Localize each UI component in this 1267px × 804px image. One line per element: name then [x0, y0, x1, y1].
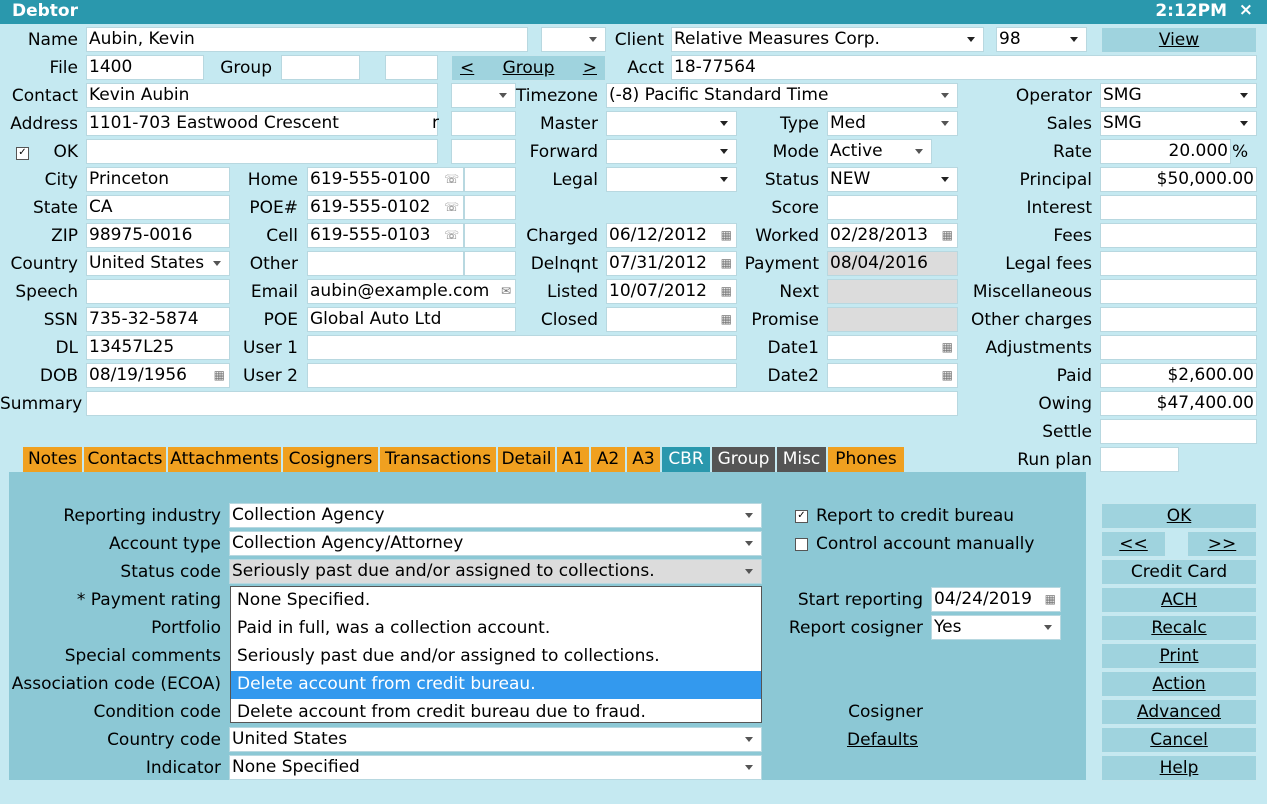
account-type-select[interactable]: Collection Agency/Attorney [229, 531, 762, 556]
defaults-link[interactable]: Defaults [847, 730, 918, 750]
legal-field[interactable] [606, 167, 737, 192]
payment-rating-label: * Payment rating [76, 590, 221, 610]
charged-label: Charged [526, 226, 598, 246]
home-phone-field[interactable] [307, 167, 464, 192]
listed-label: Listed [547, 282, 598, 302]
mail-icon[interactable]: ✉ [500, 284, 511, 298]
sales-label: Sales [1046, 114, 1092, 134]
tab-detail[interactable]: Detail [498, 447, 555, 472]
advanced-button[interactable] [1101, 699, 1257, 725]
phone-icon[interactable]: ☏ [443, 228, 459, 242]
principal-field[interactable]: $50,000.00 [1100, 167, 1257, 192]
owing-label: Owing [1038, 394, 1092, 414]
start-reporting-field[interactable] [931, 587, 1061, 612]
promise-label: Promise [751, 310, 819, 330]
run-plan-label: Run plan [1017, 450, 1092, 470]
group-field[interactable] [281, 55, 360, 80]
state-field[interactable]: CA [86, 195, 230, 220]
user2-field[interactable] [307, 363, 737, 388]
recalc-label: Recalc [1151, 618, 1207, 638]
forward-field[interactable] [606, 139, 737, 164]
tab-a3[interactable]: A3 [627, 447, 660, 472]
legal-fees-label: Legal fees [1005, 254, 1092, 274]
status-field[interactable]: NEW [827, 167, 958, 192]
cell-phone-field[interactable] [307, 223, 464, 248]
report-cosigner-select[interactable]: Yes [931, 615, 1061, 640]
charged-field[interactable] [606, 223, 737, 248]
fees-label: Fees [1053, 226, 1092, 246]
action-button[interactable] [1101, 671, 1257, 697]
adjustments-field[interactable] [1100, 335, 1257, 360]
dl-field[interactable]: 13457L25 [86, 335, 230, 360]
acct-field[interactable]: 18-77564 [671, 55, 1257, 80]
calendar-icon[interactable]: ▦ [941, 228, 953, 242]
group-nav-button[interactable] [451, 55, 606, 81]
dob-text: 08/19/1956 [89, 365, 187, 385]
home-phone-text: 619-555-0100 [310, 169, 431, 189]
country-code-select[interactable]: United States [229, 727, 762, 752]
interest-field[interactable] [1100, 195, 1257, 220]
operator-field[interactable]: SMG [1100, 83, 1257, 108]
misc-field[interactable] [1100, 279, 1257, 304]
rate-label: Rate [1053, 142, 1092, 162]
help-label: Help [1159, 758, 1199, 778]
name-label: Name [27, 30, 78, 50]
poe-phone-text: 619-555-0102 [310, 197, 431, 217]
rate-unit: % [1232, 142, 1249, 162]
dl-label: DL [55, 338, 78, 358]
date1-label: Date1 [767, 338, 819, 358]
status-code-label: Status code [120, 562, 221, 582]
name-field[interactable]: Aubin, Kevin [86, 27, 528, 52]
tab-group[interactable]: Group [712, 447, 775, 472]
group-field-2[interactable] [385, 55, 438, 80]
view-label: View [1158, 30, 1200, 50]
address-tail: r [432, 113, 439, 133]
city-label: City [44, 170, 78, 190]
tab-a2[interactable]: A2 [591, 447, 625, 472]
reporting-industry-label: Reporting industry [63, 506, 221, 526]
indicator-label: Indicator [145, 758, 221, 778]
ok-button-label: OK [1166, 506, 1192, 526]
address-label: Address [10, 114, 78, 134]
client-number-field[interactable]: 98 [996, 27, 1087, 52]
delnqnt-label: Delnqnt [530, 254, 598, 274]
mode-field[interactable]: Active [827, 139, 932, 164]
promise-field [827, 307, 958, 332]
delnqnt-field[interactable] [606, 251, 737, 276]
paid-label: Paid [1056, 366, 1092, 386]
next-record-button[interactable] [1187, 531, 1257, 557]
user2-label: User 2 [243, 366, 298, 386]
timezone-label: Timezone [515, 86, 598, 106]
dob-label: DOB [39, 366, 78, 386]
close-icon[interactable]: × [1238, 0, 1253, 20]
calendar-icon[interactable]: ▦ [720, 284, 732, 298]
cell-label: Cell [266, 226, 298, 246]
status-label: Status [764, 170, 819, 190]
tab-cosigners[interactable]: Cosigners [283, 447, 378, 472]
other-label: Other [249, 254, 298, 274]
poe-ext-field[interactable] [464, 195, 516, 220]
ssn-field[interactable]: 735-32-5874 [86, 307, 230, 332]
title-bar [0, 0, 1267, 24]
calendar-icon[interactable]: ▦ [1044, 592, 1056, 606]
forward-label: Forward [529, 142, 598, 162]
master-field[interactable] [606, 111, 737, 136]
ssn-label: SSN [43, 310, 78, 330]
client-label: Client [614, 30, 664, 50]
contact-field[interactable]: Kevin Aubin [86, 83, 438, 108]
acct-label: Acct [627, 58, 664, 78]
help-button[interactable] [1101, 755, 1257, 781]
master-label: Master [539, 114, 598, 134]
file-field[interactable]: 1400 [86, 55, 204, 80]
dropdown-option[interactable]: Seriously past due and/or assigned to collections. [237, 646, 660, 666]
address-line2-field[interactable] [86, 139, 438, 164]
fees-field[interactable] [1100, 223, 1257, 248]
tab-attachments[interactable]: Attachments [168, 447, 281, 472]
zip-field[interactable]: 98975-0016 [86, 223, 230, 248]
speech-field[interactable] [86, 279, 230, 304]
city-field[interactable]: Princeton [86, 167, 230, 192]
worked-field[interactable] [827, 223, 958, 248]
date2-field[interactable] [827, 363, 958, 388]
view-button[interactable] [1101, 27, 1257, 53]
report-to-bureau-checkbox[interactable]: ✓ [795, 510, 808, 523]
tab-transactions[interactable]: Transactions [380, 447, 496, 472]
control-manually-label: Control account manually [816, 534, 1035, 554]
phone-icon[interactable]: ☏ [443, 172, 459, 186]
user1-field[interactable] [307, 335, 737, 360]
calendar-icon[interactable]: ▦ [720, 228, 732, 242]
ok-button[interactable] [1101, 503, 1257, 529]
dropdown-option[interactable]: None Specified. [237, 590, 371, 610]
type-label: Type [779, 114, 819, 134]
cancel-label: Cancel [1150, 730, 1208, 750]
tab-phones[interactable]: Phones [828, 447, 904, 472]
cell-phone-text: 619-555-0103 [310, 225, 431, 245]
paid-field[interactable]: $2,600.00 [1100, 363, 1257, 388]
timezone-field[interactable]: (-8) Pacific Standard Time [606, 83, 958, 108]
country-label: Country [10, 254, 78, 274]
clock: 2:12PM [1155, 1, 1227, 21]
speech-label: Speech [15, 282, 78, 302]
tab-misc[interactable]: Misc [777, 447, 826, 472]
summary-field[interactable] [86, 391, 958, 416]
user1-label: User 1 [243, 338, 298, 358]
cancel-button[interactable] [1101, 727, 1257, 753]
worked-label: Worked [755, 226, 819, 246]
poe-label: POE [263, 310, 298, 330]
dropdown-option[interactable]: Paid in full, was a collection account. [237, 618, 551, 638]
recalc-button[interactable] [1101, 615, 1257, 641]
prev-record-button[interactable] [1101, 531, 1166, 557]
mode-label: Mode [772, 142, 819, 162]
special-comments-label: Special comments [64, 646, 221, 666]
charged-text: 06/12/2012 [609, 225, 707, 245]
address-field[interactable] [86, 111, 438, 136]
sales-field[interactable]: SMG [1100, 111, 1257, 136]
payment-label: Payment [744, 254, 819, 274]
contact-label: Contact [11, 86, 78, 106]
poe-num-label: POE# [249, 198, 298, 218]
email-label: Email [250, 282, 298, 302]
state-label: State [33, 198, 78, 218]
dob-field[interactable] [86, 363, 230, 388]
summary-label: Summary [0, 394, 83, 414]
calendar-icon[interactable]: ▦ [213, 368, 225, 382]
listed-text: 10/07/2012 [609, 281, 707, 301]
payment-field: 08/04/2016 [827, 251, 958, 276]
indicator-select[interactable]: None Specified [229, 755, 762, 780]
home-label: Home [247, 170, 298, 190]
zip-label: ZIP [51, 226, 78, 246]
group-label: Group [220, 58, 272, 78]
tab-notes[interactable]: Notes [23, 447, 82, 472]
calendar-icon[interactable]: ▦ [720, 256, 732, 270]
worked-text: 02/28/2013 [830, 225, 928, 245]
date1-field[interactable] [827, 335, 958, 360]
calendar-icon[interactable]: ▦ [720, 312, 732, 326]
dropdown-option-selected[interactable]: Delete account from credit bureau. [231, 671, 761, 699]
other-phone-field[interactable] [307, 251, 464, 276]
ach-label: ACH [1161, 590, 1197, 610]
legal-label: Legal [552, 170, 598, 190]
date2-label: Date2 [767, 366, 819, 386]
start-reporting-label: Start reporting [797, 590, 923, 610]
closed-label: Closed [540, 310, 598, 330]
calendar-icon[interactable]: ▦ [941, 340, 953, 354]
settle-label: Settle [1042, 422, 1092, 442]
tab-a1[interactable]: A1 [557, 447, 589, 472]
delnqnt-text: 07/31/2012 [609, 253, 707, 273]
phone-icon[interactable]: ☏ [443, 200, 459, 214]
poe-phone-field[interactable] [307, 195, 464, 220]
reporting-industry-select[interactable]: Collection Agency [229, 503, 762, 528]
next-label: Next [779, 282, 819, 302]
run-plan-field[interactable] [1100, 447, 1179, 472]
principal-label: Principal [1019, 170, 1092, 190]
settle-field[interactable] [1100, 419, 1257, 444]
ok-label: OK [53, 142, 78, 162]
country-field[interactable]: United States [86, 251, 230, 276]
poe-field[interactable]: Global Auto Ltd [307, 307, 516, 332]
legal-fees-field[interactable] [1100, 251, 1257, 276]
advanced-label: Advanced [1137, 702, 1221, 722]
condition-code-label: Condition code [93, 702, 221, 722]
cosigner-label: Cosigner [848, 702, 923, 722]
tab-contacts[interactable]: Contacts [84, 447, 166, 472]
other-charges-field[interactable] [1100, 307, 1257, 332]
client-field[interactable]: Relative Measures Corp. [671, 27, 984, 52]
ecoa-label: Association code (ECOA) [11, 674, 221, 694]
type-field[interactable]: Med [827, 111, 958, 136]
window-title: Debtor [12, 1, 78, 21]
email-field[interactable] [307, 279, 516, 304]
file-label: File [49, 58, 78, 78]
print-label: Print [1159, 646, 1199, 666]
start-reporting-text: 04/24/2019 [934, 589, 1032, 609]
adjustments-label: Adjustments [985, 338, 1092, 358]
portfolio-label: Portfolio [151, 618, 221, 638]
email-text: aubin@example.com [310, 281, 490, 301]
group-next[interactable]: > [582, 58, 597, 78]
country-code-label: Country code [107, 730, 221, 750]
next-label: >> [1207, 534, 1237, 554]
owing-field[interactable]: $47,400.00 [1100, 391, 1257, 416]
interest-label: Interest [1026, 198, 1092, 218]
status-code-select[interactable]: Seriously past due and/or assigned to collections. [229, 559, 762, 584]
misc-label: Miscellaneous [972, 282, 1092, 302]
account-type-label: Account type [108, 534, 221, 554]
ach-button[interactable] [1101, 587, 1257, 613]
report-cosigner-label: Report cosigner [788, 618, 923, 638]
other-charges-label: Other charges [970, 310, 1092, 330]
dropdown-option[interactable]: Delete account from credit bureau due to fraud. [237, 702, 646, 722]
ok-checkbox[interactable]: ✓ [16, 147, 29, 160]
closed-field[interactable] [606, 307, 737, 332]
group-button-label: Group [502, 58, 555, 78]
print-button[interactable] [1101, 643, 1257, 669]
next-field [827, 279, 958, 304]
control-manually-checkbox[interactable] [795, 538, 808, 551]
rate-field[interactable]: 20.000 [1100, 139, 1231, 164]
prev-label: << [1119, 534, 1148, 554]
address-text: 1101-703 Eastwood Crescent [89, 113, 339, 133]
action-label: Action [1152, 674, 1206, 694]
calendar-icon[interactable]: ▦ [941, 368, 953, 382]
operator-label: Operator [1015, 86, 1092, 106]
group-prev[interactable]: < [460, 58, 475, 78]
score-field[interactable] [827, 195, 958, 220]
listed-field[interactable] [606, 279, 737, 304]
status-code-dropdown-list[interactable] [230, 586, 762, 723]
report-to-bureau-label: Report to credit bureau [816, 506, 1015, 526]
score-label: Score [771, 198, 819, 218]
credit-card-button[interactable]: Credit Card [1101, 559, 1257, 585]
tab-cbr[interactable]: CBR [662, 447, 710, 472]
